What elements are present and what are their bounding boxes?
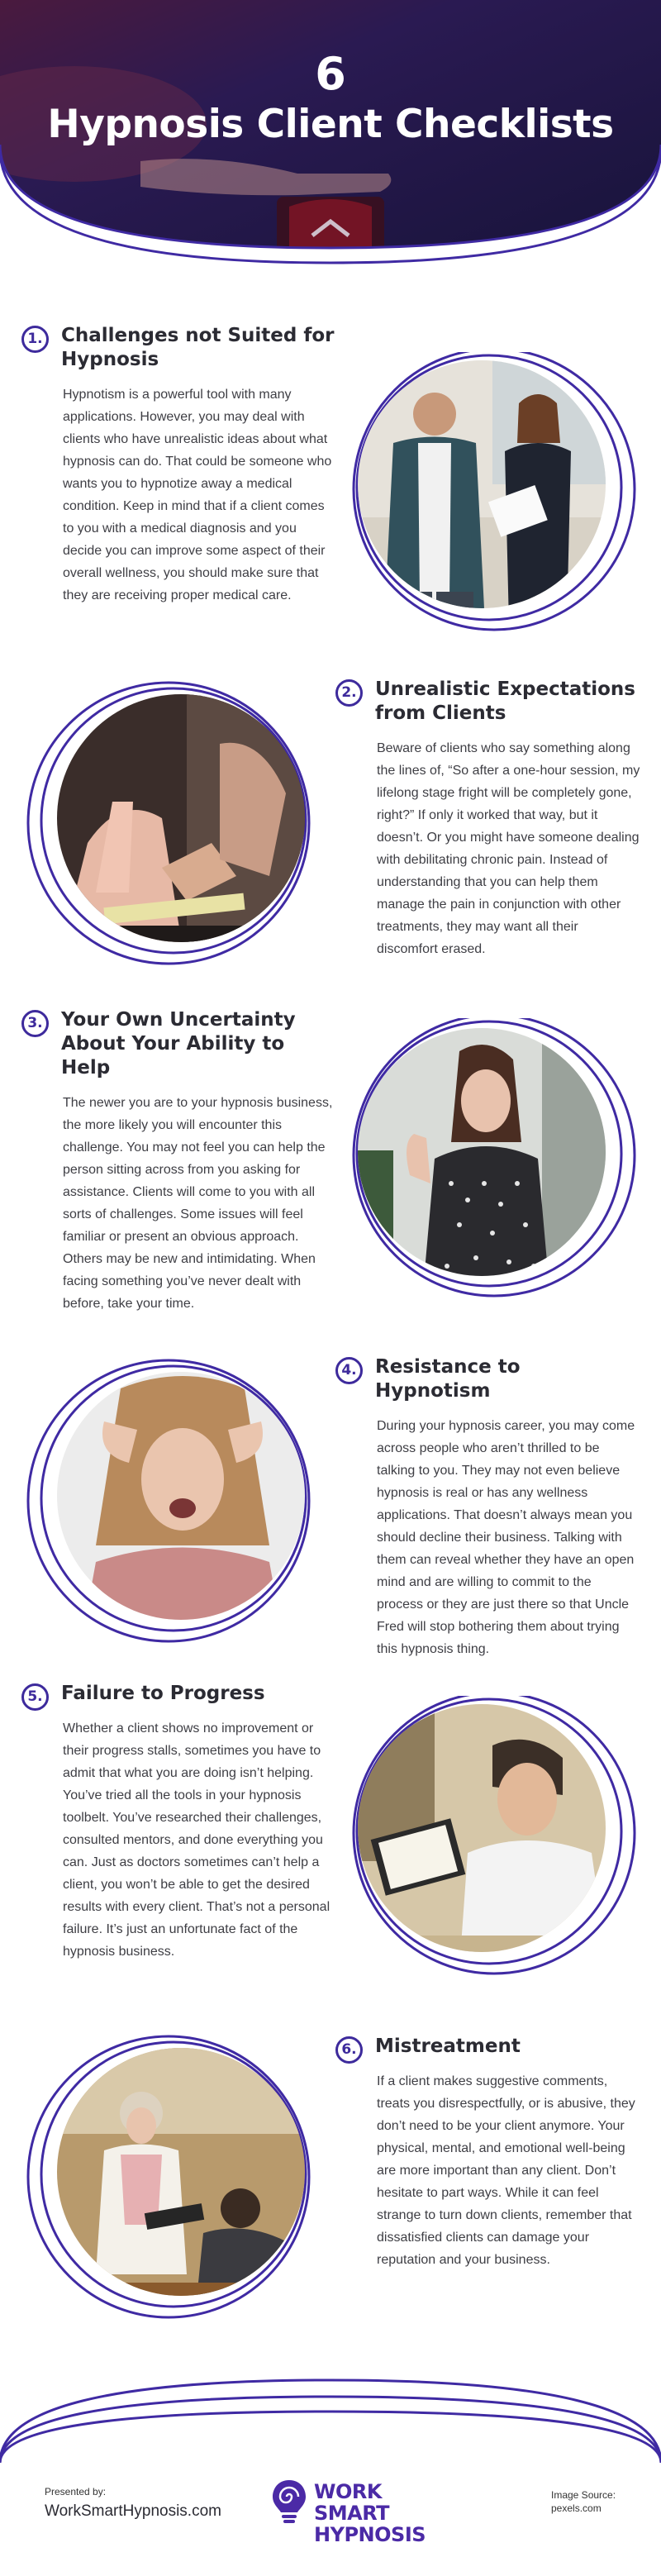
- presented-by-label: Presented by:: [45, 2486, 107, 2497]
- section-title: Failure to Progress: [61, 1683, 265, 1704]
- photo-bored-man-reading: [344, 1696, 641, 1993]
- section-body: Hypnotism is a powerful tool with many applications. However, you may deal with clients who have unrealistic ideas about what hypnosis can do. That could be someone who wants you to hypnotize away a medical condition. Keep in mind that if a client comes to you with a medical diagnosis and you decide you can improve some aspect of their overall wellness, you should make sure that they are receiving proper medical care.: [63, 388, 332, 602]
- image-source-link[interactable]: pexels.com: [551, 2502, 602, 2514]
- section-title: Resistance to Hypnotism: [375, 1356, 521, 1402]
- brand-line-1: WORK SMART: [314, 2480, 390, 2525]
- section-2: [335, 678, 641, 960]
- title-text: Hypnosis Client Checklists: [47, 102, 614, 147]
- section-title: Unrealistic Expectations from Clients: [375, 679, 635, 724]
- section-title: Challenges not Suited for Hypnosis: [61, 325, 335, 370]
- section-number-badge: 4.: [335, 1357, 363, 1384]
- section-1: [21, 324, 335, 607]
- section-body: Whether a client shows no improvement or their progress stalls, sometimes you have to admit that what you are doing isn’t helping. You’ve tried all the tools in your hypnosis toolbelt. You’ve researched their challenges, consulted mentors, and done everything you can. Just as doctors sometimes can’t help a client, you won’t be able to get the desired results with every client. That’s not a personal failure. It’s just an unfortunate fact of the hypnosis business.: [63, 1721, 330, 1959]
- page-title: [0, 48, 661, 149]
- section-number-badge: 3.: [21, 1010, 49, 1037]
- presented-by-link[interactable]: WorkSmartHypnosis.com: [45, 2502, 221, 2520]
- photo-arguing-couple: [344, 352, 641, 650]
- section-heading: [21, 324, 335, 372]
- section-body: During your hypnosis career, you may come across people who aren’t thrilled to be talking to you. They may not even believe hypnosis is real or has any wellness applications. That doesn’t always mean you should decline their business. Talking with them can reveal whether they have an open mind and are willing to commit to the process or they are just there so that Uncle Fred will stop bothering them about trying this hypnosis thing.: [377, 1419, 635, 1656]
- photo-stressed-woman: [21, 1355, 319, 1653]
- section-number-badge: 6.: [335, 2036, 363, 2064]
- section-body: Beware of clients who say something along the lines of, “So after a one-hour session, my lifelong stage fright will be completely gone, right?” If only it worked that way, but it doesn’t. Or you might have someone dealing with debilitating chronic pain. Instead of understanding that you can help them manage the pain in conjunction with other treatments, they may want all their discomfort erased.: [377, 741, 640, 956]
- section-title: Your Own Uncertainty About Your Ability to Help: [61, 1009, 296, 1078]
- section-number-badge: 1.: [21, 326, 49, 353]
- section-heading: [335, 678, 641, 726]
- section-heading: [21, 1682, 335, 1706]
- brand-line-2: HYPNOSIS: [314, 2523, 426, 2546]
- section-body: If a client makes suggestive comments, treats you disrespectfully, or is abusive, they don’t need to be your client anymore. Your physical, mental, and emotional well-being are more important than any client. Don’t hesitate to part ways. While it can feel strange to turn down clients, remember that dissatisfied clients can damage your reputation and your business.: [377, 2074, 635, 2267]
- brand-logo[interactable]: [271, 2478, 453, 2546]
- section-title: Mistreatment: [375, 2036, 521, 2057]
- section-heading: [335, 2035, 641, 2059]
- section-heading: [335, 1355, 641, 1403]
- lightbulb-spiral-icon: [271, 2478, 307, 2526]
- photo-woman-stop-gesture: [344, 1018, 641, 1316]
- section-4: [335, 1355, 641, 1660]
- section-number-badge: 2.: [335, 679, 363, 707]
- footer: [0, 2372, 661, 2576]
- brand-name: [314, 2481, 453, 2545]
- section-5: [21, 1682, 335, 1963]
- photo-praying-hands: [21, 678, 319, 975]
- photo-therapist-session: [21, 2035, 319, 2332]
- section-6: [335, 2035, 641, 2271]
- header-banner: [0, 0, 661, 273]
- section-body: The newer you are to your hypnosis business, the more likely you will encounter this challenge. You may not feel you can help the person sitting across from you asking for assistance. Clients will come to you with all sorts of challenges. Some issues will feel familiar or present an obvious approach. Others may be new and intimidating. When facing something you’ve never dealt with before, take your time.: [63, 1096, 333, 1311]
- section-number-badge: 5.: [21, 1683, 49, 1711]
- section-heading: [21, 1008, 335, 1080]
- image-source-label: Image Source:: [551, 2489, 616, 2501]
- section-3: [21, 1008, 335, 1315]
- title-number: 6: [315, 48, 346, 100]
